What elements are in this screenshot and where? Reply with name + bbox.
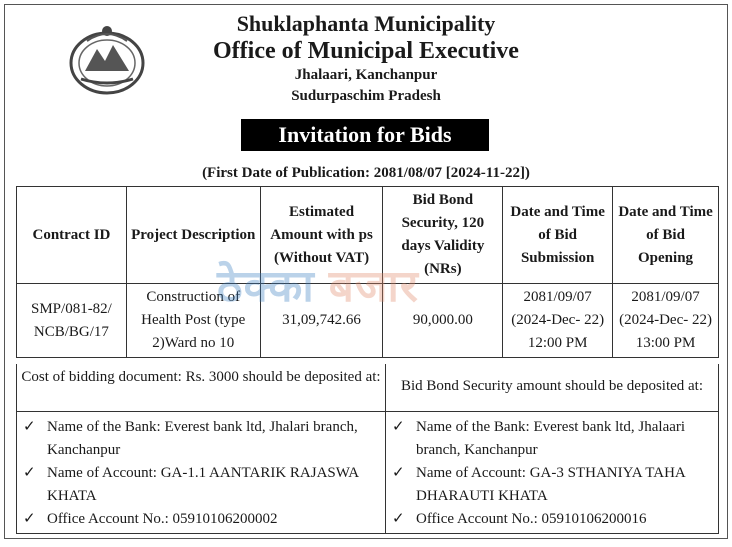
list-item: ✓ Office Account No.: 05910106200002	[23, 508, 379, 531]
bid-bond-list	[386, 412, 718, 531]
watermark-part-1: ठेक्का	[217, 261, 315, 312]
header-bid-bond: Bid Bond Security, 120 days Validity (NRs)	[383, 187, 503, 284]
check-icon: ✓	[392, 419, 405, 435]
list-item: ✓ Name of the Bank: Everest bank ltd, Jhalari branch, Kanchanpur	[23, 416, 379, 462]
list-item: ✓ Name of Account: GA-1.1 AANTARIK RAJASWA KHATA	[23, 462, 379, 508]
cell-opening: 2081/09/07 (2024-Dec- 22) 13:00 PM	[613, 284, 719, 358]
list-item: ✓ Name of Account: GA-3 STHANIYA TAHA DHARAUTI KHATA	[392, 462, 712, 508]
letterhead	[5, 11, 727, 107]
check-icon: ✓	[23, 511, 36, 527]
cell-amount: 31,09,742.66	[260, 284, 383, 358]
check-icon: ✓	[392, 511, 405, 527]
header-estimated-amount: Estimated Amount with ps (Without VAT)	[260, 187, 383, 284]
cell-description: Construction of Health Post (type 2)Ward no 10	[126, 284, 260, 358]
table-header-row	[17, 187, 719, 284]
table-row	[17, 284, 719, 358]
address-line-2: Sudurpaschim Pradesh	[291, 88, 441, 104]
municipality-name: Shuklaphanta Municipality	[236, 11, 496, 36]
header-submission: Date and Time of Bid Submission	[503, 187, 613, 284]
notice-page	[4, 4, 728, 539]
header-contract-id: Contract ID	[17, 187, 127, 284]
cell-submission: 2081/09/07 (2024-Dec- 22) 12:00 PM	[503, 284, 613, 358]
bidding-document-box	[17, 364, 386, 533]
office-name: Office of Municipal Executive	[213, 38, 519, 64]
deposit-section	[16, 364, 719, 534]
check-icon: ✓	[392, 465, 405, 481]
bid-table	[16, 186, 719, 358]
publication-date: (First Date of Publication: 2081/08/07 [2024-11-22])	[202, 165, 530, 181]
list-item: ✓ Name of the Bank: Everest bank ltd, Jhalaari branch, Kanchanpur	[392, 416, 712, 462]
watermark-part-2: बजार	[328, 261, 419, 312]
check-icon: ✓	[23, 465, 36, 481]
header-opening: Date and Time of Bid Opening	[613, 187, 719, 284]
notice-title: Invitation for Bids	[241, 119, 489, 151]
header-project-description: Project Description	[126, 187, 260, 284]
address-line-1: Jhalaari, Kanchanpur	[294, 67, 438, 83]
bid-bond-title: Bid Bond Security amount should be deposited at:	[386, 364, 718, 412]
bidding-document-list	[17, 412, 385, 531]
cell-contract-id: SMP/081-82/ NCB/BG/17	[17, 284, 127, 358]
bid-bond-box	[386, 364, 718, 533]
check-icon: ✓	[23, 419, 36, 435]
list-item: ✓ Office Account No.: 05910106200016	[392, 508, 712, 531]
cell-bid-bond: 90,000.00	[383, 284, 503, 358]
bidding-document-title: Cost of bidding document: Rs. 3000 should be deposited at:	[17, 364, 385, 412]
